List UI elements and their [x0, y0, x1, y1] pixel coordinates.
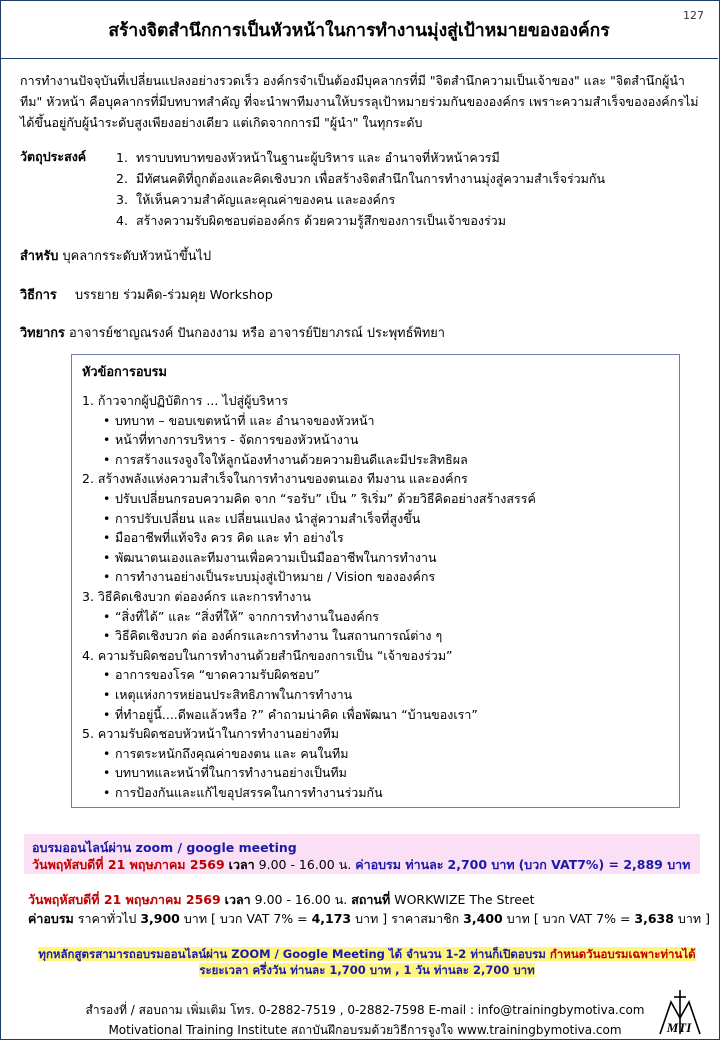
bullet-icon: • — [103, 628, 111, 644]
topic-subitem — [82, 450, 672, 470]
objective-number: 2. — [116, 171, 128, 186]
onsite-training-info — [28, 890, 710, 928]
audience-text: บุคลากรระดับหัวหน้าขึ้นไป — [62, 249, 212, 264]
topic-subitem-text: การสร้างแรงจูงใจให้ลูกน้องทำงานด้วยความยินดีและมีประสิทธิผล — [115, 451, 468, 467]
bullet-icon: • — [103, 784, 111, 800]
topic-subitem-text: ที่ทำอยู่นี้....ดีพอแล้วหรือ ?” คำถามน่าคิด เพื่อพัฒนา “บ้านของเรา” — [115, 706, 478, 722]
onsite-line-1 — [28, 890, 710, 909]
bullet-icon: • — [103, 549, 111, 565]
online-note — [35, 946, 699, 978]
onsite-member-price: 3,400 — [463, 911, 503, 926]
speaker-text: อาจารย์ชาญณรงค์ ปันกองงาม หรือ อาจารย์ปิยาภรณ์ ประพุทธ์พิทยา — [69, 326, 445, 341]
topic-subitem-text: มืออาชีพที่แท้จริง ควร คิด และ ทำ อย่างไร — [115, 530, 344, 546]
note-part-3: ระยะเวลา ครึ่งวัน ท่านละ 1,700 บาท , 1 วัน ท่านละ 2,700 บาท — [199, 963, 535, 977]
onsite-venue-label: สถานที่ — [351, 892, 391, 907]
bullet-icon: • — [103, 432, 111, 448]
topics-box — [71, 354, 680, 808]
onsite-time-label: เวลา — [224, 892, 251, 907]
topic-subitem-text: วิธีคิดเชิงบวก ต่อ องค์กรและการทำงาน ในสถานการณ์ต่าง ๆ — [115, 628, 443, 644]
method-row — [20, 284, 273, 305]
bullet-icon: • — [103, 490, 111, 506]
topic-subitem — [82, 489, 672, 509]
online-training-box — [24, 834, 700, 874]
topic-subitem — [82, 685, 672, 705]
topic-subitem-text: บทบาท – ขอบเขตหน้าที่ และ อำนาจของหัวหน้า — [115, 412, 375, 428]
topic-subitem — [82, 430, 672, 450]
intro-paragraph: การทำงานปัจจุบันที่เปลี่ยนแปลงอย่างรวดเร็ว องค์กรจำเป็นต้องมีบุคลากรที่มี "จิตสำนึกความเป็นเจ้าของ" และ "จิตสำนึกผู้นำทีม" หัวหน้า คือบุคลากรที่มีบทบาทสำคัญ ที่จะนำพาทีมงานให้บรรลุเป้าหมายร่วมกันขององค์กร เพราะความสำเร็จขององค์กรไม่ได้ขึ้นอยู่กับผู้นำระดับสูงเพียงอย่างเดียว แต่เกิดจากการมี "ผู้นำ" ในทุกระดับ — [20, 73, 699, 130]
topic-subitem-text: เหตุแห่งการหย่อนประสิทธิภาพในการทำงาน — [115, 686, 353, 702]
bullet-icon: • — [103, 451, 111, 467]
objective-number: 1. — [116, 150, 128, 165]
topic-subitem — [82, 567, 672, 587]
online-fee: 2,700 บาท — [447, 857, 515, 872]
onsite-general-vat-post: บาท ] ราคาสมาชิก — [351, 911, 464, 926]
objectives-label: วัตถุประสงค์ — [20, 149, 87, 164]
page-number: 127 — [683, 9, 704, 22]
topic-subitem — [82, 509, 672, 529]
onsite-member-vat-total: 3,638 — [634, 911, 674, 926]
topic-subitem — [82, 744, 672, 764]
topic-subitem — [82, 763, 672, 783]
topic-section-title: 1. ก้าวจากผู้ปฏิบัติการ ... ไปสู่ผู้บริหาร — [82, 393, 289, 408]
topic-subitem — [82, 783, 672, 803]
onsite-time: 9.00 - 16.00 น. — [254, 892, 348, 907]
topic-subitem-text: การทำงานอย่างเป็นระบบมุ่งสู่เป้าหมาย / Vision ขององค์กร — [115, 569, 436, 585]
note-part-2: กำหนดวันอบรมเฉพาะท่านได้ — [545, 947, 696, 961]
bullet-icon: • — [103, 608, 111, 624]
online-headline: อบรมออนไลน์ผ่าน zoom / google meeting — [32, 840, 297, 855]
topics-heading: หัวข้อการอบรม — [82, 365, 167, 380]
onsite-line-2 — [28, 909, 710, 928]
logo-text: MTI — [666, 1020, 692, 1035]
topic-subitem — [82, 548, 672, 568]
topic-subitem-text: การปรับเปลี่ยน และ เปลี่ยนแปลง นำสู่ความสำเร็จที่สูงขึ้น — [115, 510, 421, 526]
footer-org: Motivational Training Institute สถาบันฝึกอบรมด้วยวิธีการจูงใจ www.trainingbymotiva.com — [108, 1023, 622, 1037]
objective-text: มีทัศนคติที่ถูกต้องและคิดเชิงบวก เพื่อสร้างจิตสำนึกในการทำงานมุ่งสู่ความสำเร็จร่วมกัน — [136, 171, 606, 186]
method-label: วิธีการ — [20, 288, 57, 303]
topic-subitem-text: ปรับเปลี่ยนกรอบความคิด จาก “รอรับ” เป็น ” ริเริ่ม” ด้วยวิธีคิดอย่างสร้างสรรค์ — [115, 490, 536, 506]
page-header — [0, 0, 718, 59]
online-details — [32, 855, 690, 875]
onsite-date: วันพฤหัสบดีที่ 21 พฤษภาคม 2569 — [28, 892, 221, 907]
bullet-icon: • — [103, 667, 111, 683]
topic-section-title: 2. สร้างพลังแห่งความสำเร็จในการทำงานของตนเอง ทีมงาน และองค์กร — [82, 471, 468, 487]
topic-subitem — [82, 705, 672, 725]
onsite-general-price: 3,900 — [140, 911, 180, 926]
onsite-member-vat-pre: บาท [ บวก VAT 7% = — [502, 911, 635, 926]
online-date: วันพฤหัสบดีที่ 21 พฤษภาคม 2569 — [32, 857, 225, 872]
bullet-icon: • — [103, 412, 111, 428]
topic-subitem-text: การตระหนักถึงคุณค่าของตน และ คนในทีม — [115, 745, 349, 761]
topic-subitem-text: บทบาทและหน้าที่ในการทำงานอย่างเป็นทีม — [115, 765, 347, 781]
bullet-icon: • — [103, 530, 111, 546]
topic-subitem — [82, 607, 672, 627]
bullet-icon: • — [103, 510, 111, 526]
bullet-icon: • — [103, 569, 111, 585]
objective-item — [116, 147, 706, 168]
online-fee-label: ค่าอบรม ท่านละ — [355, 857, 444, 872]
footer — [60, 1000, 670, 1040]
topic-subitem-text: การป้องกันและแก้ไขอุปสรรคในการทำงานร่วมกัน — [115, 784, 383, 800]
topic-subitem-text: อาการของโรค “ขาดความรับผิดชอบ” — [115, 667, 321, 683]
online-time: 9.00 - 16.00 น. — [258, 857, 352, 872]
onsite-general-label: ราคาทั่วไป — [77, 911, 141, 926]
topic-subitem-text: พัฒนาตนเองและทีมงานเพื่อความเป็นมืออาชีพในการทำงาน — [115, 549, 437, 565]
objective-item — [116, 189, 706, 210]
bullet-icon: • — [103, 686, 111, 702]
topics-list — [82, 391, 672, 802]
objective-number: 4. — [116, 213, 128, 228]
onsite-fee-label: ค่าอบรม — [28, 911, 74, 926]
onsite-general-vat-total: 4,173 — [311, 911, 352, 926]
topic-section-title: 4. ความรับผิดชอบในการทำงานด้วยสำนึกของการเป็น “เจ้าของร่วม” — [82, 647, 453, 663]
topic-subitem-text: หน้าที่ทางการบริหาร - จัดการของหัวหน้างาน — [115, 432, 359, 448]
method-text: บรรยาย ร่วมคิด-ร่วมคุย Workshop — [74, 288, 273, 303]
footer-contact: สำรองที่ / สอบถาม เพิ่มเติม โทร. 0-2882-7519 , 0-2882-7598 E-mail : info@trainingbymotiva.com — [85, 1003, 645, 1017]
objective-text: สร้างความรับผิดชอบต่อองค์กร ด้วยความรู้สึกของการเป็นเจ้าของร่วม — [136, 213, 506, 228]
objectives-list — [116, 147, 706, 231]
bullet-icon: • — [103, 706, 111, 722]
topic-section-title: 3. วิธีคิดเชิงบวก ต่อองค์กร และการทำงาน — [82, 588, 311, 604]
speaker-row — [20, 322, 445, 343]
topic-subitem-text: “สิ่งที่ได้” และ “สิ่งที่ให้” จากการทำงานในองค์กร — [115, 608, 379, 624]
onsite-venue: WORKWIZE The Street — [394, 892, 535, 907]
page-title: สร้างจิตสำนึกการเป็นหัวหน้าในการทำงานมุ่งสู่เป้าหมายขององค์กร — [108, 21, 610, 41]
onsite-member-vat-post: บาท ] — [673, 911, 710, 926]
speaker-label: วิทยากร — [20, 326, 65, 341]
bullet-icon: • — [103, 745, 111, 761]
topic-subitem — [82, 665, 672, 685]
objective-text: ให้เห็นความสำคัญและคุณค่าของคน และองค์กร — [136, 192, 396, 207]
audience-row — [20, 245, 211, 266]
topic-section-title: 5. ความรับผิดชอบหัวหน้าในการทำงานอย่างทีม — [82, 726, 339, 742]
online-time-label: เวลา — [228, 857, 255, 872]
note-part-1: ทุกหลักสูตรสามารถอบรมออนไลน์ผ่าน ZOOM / Google Meeting ได้ จำนวน 1-2 ท่านก็เปิดอบรม — [38, 947, 546, 961]
topic-subitem — [82, 626, 672, 646]
mti-logo-icon — [654, 988, 704, 1036]
objective-number: 3. — [116, 192, 128, 207]
objective-text: ทราบบทบาทของหัวหน้าในฐานะผู้บริหาร และ อำนาจที่หัวหน้าควรมี — [136, 150, 500, 165]
onsite-general-vat-pre: บาท [ บวก VAT 7% = — [183, 911, 312, 926]
online-vat: (บวก VAT7%) = 2,889 บาท — [518, 857, 691, 872]
topic-subitem — [82, 528, 672, 548]
topic-subitem — [82, 411, 672, 431]
objective-item — [116, 210, 706, 231]
objective-item — [116, 168, 706, 189]
audience-label: สำหรับ — [20, 249, 59, 264]
bullet-icon: • — [103, 765, 111, 781]
